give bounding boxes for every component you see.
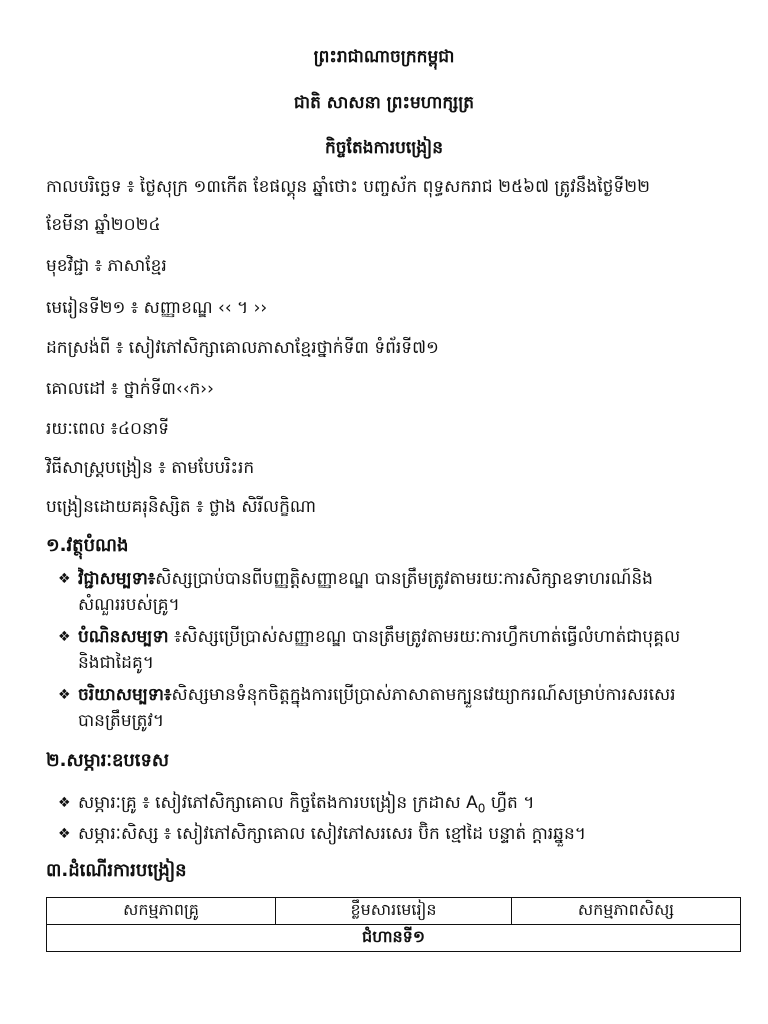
objective-knowledge — [58, 566, 718, 618]
paper-size-subscript: 0 — [477, 801, 486, 816]
objective-skill — [58, 624, 718, 676]
diamond-bullet-icon: ❖ — [58, 795, 71, 811]
method-line: វិធីសាស្រ្តបង្រៀន ៖ តាមបែបរិះរក — [46, 458, 255, 478]
section-objectives-title: ១.វត្ថុបំណង — [46, 535, 129, 556]
diamond-bullet-icon: ❖ — [58, 571, 71, 587]
objective-attitude — [58, 682, 718, 734]
target-line: គោលដៅ ៖ ថ្នាក់ទី៣‹‹ក›› — [46, 379, 214, 399]
duration-line: រយៈពេល ៖៤០នាទី — [46, 419, 170, 439]
objective-label: វិជ្ជាសម្បទា៖ — [78, 569, 156, 589]
step-1-cell: ជំហានទី១ — [47, 925, 741, 952]
objective-text-cont: និងជាដៃគូ។ — [78, 653, 154, 673]
table-header-row — [47, 898, 741, 925]
objective-text-cont: បានត្រឹមត្រូវ។ — [78, 711, 165, 731]
header-student-activity: សកម្មភាពសិស្ស — [511, 898, 740, 925]
header-teacher-activity: សកម្មភាពគ្រូ — [47, 898, 276, 925]
objective-label: បំណិនសម្បទា — [78, 627, 169, 647]
section-procedure-title: ៣.ដំណើរការបង្រៀន — [46, 860, 187, 881]
motto-heading: ជាតិ សាសនា ព្រះមហាក្សត្រ — [293, 93, 475, 113]
subject-line: មុខវិជ្ជា ៖ ភាសាខ្មែរ — [46, 256, 167, 276]
objective-text: សិស្សប្រាប់បានពីបញ្ញត្តិសញ្ញាខណ្ឌ បានត្រឹមត្រូវតាមរយៈការសិក្សាឧទាហរណ៍និង — [155, 569, 653, 589]
section-materials-title: ២.សម្ភារៈឧបទេស — [46, 750, 170, 771]
teacher-materials — [58, 790, 718, 821]
teacher-materials-text: សម្ភារៈគ្រូ ៖ សៀវភៅសិក្សាគោល កិច្ចតែងការបង្រៀន ក្រដាស A — [78, 793, 478, 813]
teacher-materials-end: ហ្វឺត ។ — [485, 793, 535, 813]
date-line-2: ខែមីនា ឆ្នាំ២០២៤ — [46, 215, 161, 235]
diamond-bullet-icon: ❖ — [58, 826, 71, 842]
diamond-bullet-icon: ❖ — [58, 687, 71, 703]
diamond-bullet-icon: ❖ — [58, 629, 71, 645]
source-line: ដកស្រង់ពី ៖ សៀវភៅសិក្សាគោលភាសាខ្មែរថ្នាក់ទី៣ ទំព័រទី៧១ — [46, 338, 439, 358]
table-step-row — [47, 925, 741, 952]
objective-label: ចរិយាសម្បទា៖ — [78, 685, 172, 705]
teacher-line: បង្រៀនដោយគរុនិស្សិត ៖ ថ្លាង សិរីលក្ខិណា — [46, 497, 317, 517]
student-materials — [58, 821, 718, 847]
objective-text-cont: សំណួររបស់គ្រូ។ — [78, 595, 180, 615]
document-title: កិច្ចតែងការបង្រៀន — [324, 138, 444, 158]
lesson-line: មេរៀនទី២១ ៖ សញ្ញាខណ្ឌ ‹‹ ។ ›› — [46, 298, 268, 318]
objective-text: ៖សិស្សប្រើប្រាស់សញ្ញាខណ្ឌ បានត្រឹមត្រូវតាមរយៈការហ្វឹកហាត់ធ្វើលំហាត់ជាបុគ្គល — [168, 627, 681, 647]
objective-text: សិស្សមានទំនុកចិត្តក្នុងការប្រើប្រាស់ភាសាតាមក្បួនវេយ្យាករណ៍សម្រាប់ការសរសេរ — [171, 685, 676, 705]
header-lesson-content: ខ្លឹមសារមេរៀន — [276, 898, 512, 925]
lesson-plan-table — [46, 897, 741, 952]
kingdom-heading: ព្រះរាជាណាចក្រកម្ពុជា — [313, 47, 455, 67]
student-materials-text: សម្ភារៈសិស្ស ៖ សៀវភៅសិក្សាគោល សៀវភៅសរសេរ ប៊ិក ខ្មៅដៃ បន្ទាត់ ក្ដារឆ្នួន។ — [78, 824, 586, 844]
date-line-1: កាលបរិច្ឆេទ ៖ ថ្ងៃសុក្រ ១៣កើត ខែផល្គុន ឆ្នាំថោះ បញ្ចស័ក ពុទ្ធសករាជ ២៥៦៧ ត្រូវនឹងថ្ងៃទី២២ — [46, 177, 650, 197]
